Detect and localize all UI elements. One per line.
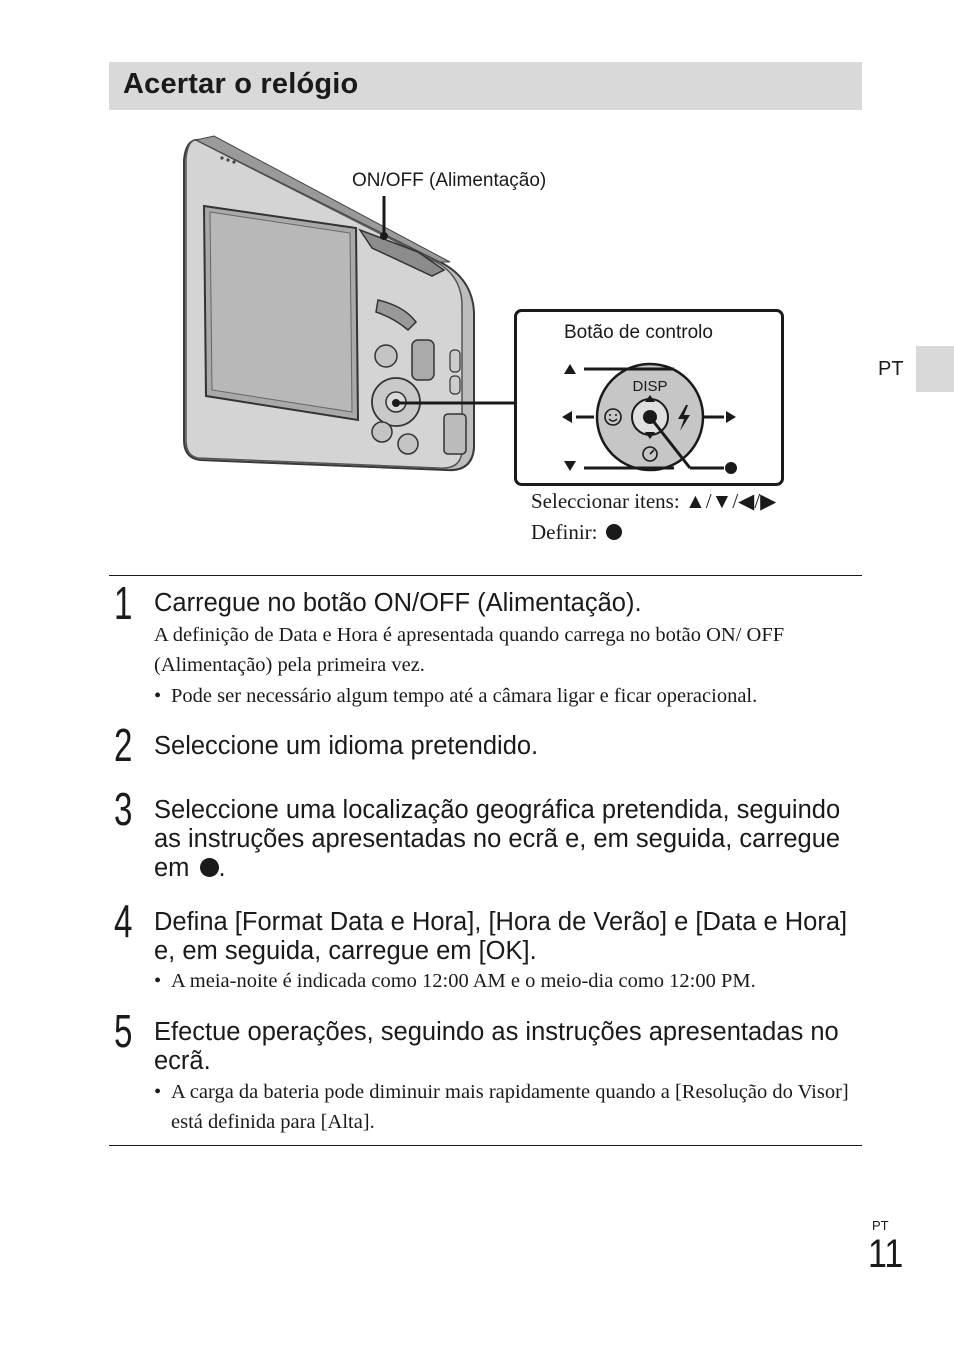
- page-number: 11: [868, 1232, 904, 1276]
- language-tab-label: PT: [878, 358, 904, 380]
- top-divider: [109, 575, 862, 576]
- camera-figure: [0, 0, 954, 560]
- onoff-label: ON/OFF (Alimentação): [352, 170, 547, 191]
- control-button-label: Botão de controlo: [564, 322, 713, 343]
- step-number: 1: [114, 577, 133, 629]
- step-number: 5: [114, 1005, 133, 1057]
- step-heading: Efectue operações, seguindo as instruções apresentadas no ecrã.: [154, 1018, 839, 1075]
- bullet-item: • A meia-noite é indicada como 12:00 AM e o meio-dia como 12:00 PM.: [154, 970, 756, 992]
- step-heading: Seleccione um idioma pretendido.: [154, 732, 539, 760]
- bullet-item: • Pode ser necessário algum tempo até a câmara ligar e ficar operacional.: [154, 685, 758, 707]
- disp-label: DISP: [632, 378, 668, 395]
- page-title: Acertar o relógio: [123, 68, 359, 100]
- page-language: PT: [872, 1218, 889, 1233]
- define-caption: Definir:: [531, 520, 622, 545]
- enter-dot-icon: [200, 858, 219, 877]
- step-heading: Seleccione uma localização geográfica pretendida, seguindo as instruções apresentadas no ecrã e, em seguida, carregue em .: [154, 796, 841, 882]
- step-description: A definição de Data e Hora é apresentada quando carrega no botão ON/ OFF (Alimentação) pela primeira vez.: [154, 624, 785, 676]
- enter-dot-icon: [606, 524, 622, 540]
- step-heading: Defina [Format Data e Hora], [Hora de Verão] e [Data e Hora] e, em seguida, carregue em [OK].: [154, 908, 848, 965]
- step-number: 3: [114, 783, 133, 835]
- step-number: 2: [114, 719, 133, 771]
- select-items-caption: Seleccionar itens: ▲/▼/◀/▶: [531, 489, 777, 513]
- step-heading: Carregue no botão ON/OFF (Alimentação).: [154, 589, 642, 617]
- enter-dot-icon: [725, 462, 737, 474]
- step-number: 4: [114, 895, 133, 947]
- bullet-item: • A carga da bateria pode diminuir mais rapidamente quando a [Resolução do Visor] está definida para [Alta].: [154, 1081, 849, 1133]
- camera-illustration: [0, 0, 954, 560]
- bottom-divider: [109, 1145, 862, 1146]
